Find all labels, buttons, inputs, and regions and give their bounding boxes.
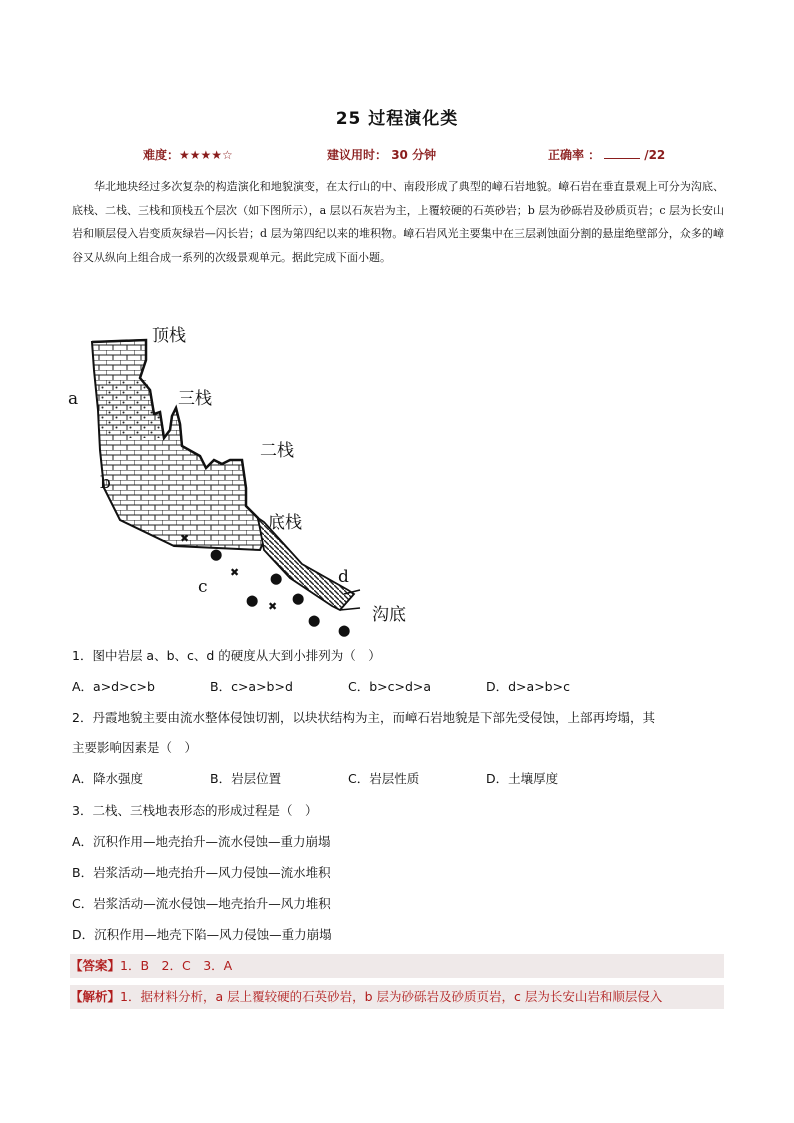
analysis-text: 1．据材料分析，a 层上覆较硬的石英砂岩，b 层为砂砾岩及砂质页岩，c 层为长安山岩和顺层侵入 bbox=[120, 989, 663, 1004]
c-symbol: ⬤ bbox=[308, 614, 321, 627]
page-title: 25 过程演化类 bbox=[335, 109, 459, 129]
answer-tag: 【答案】 bbox=[70, 958, 121, 973]
label-top-terrace: 顶栈 bbox=[152, 326, 186, 346]
c-symbol: ⬤ bbox=[270, 572, 283, 585]
c-symbol: ⬤ bbox=[210, 548, 223, 561]
label-bottom-terrace: 底栈 bbox=[268, 513, 302, 533]
accuracy-blank[interactable] bbox=[604, 147, 640, 159]
answer-row bbox=[70, 954, 724, 978]
suggested-time bbox=[327, 146, 436, 163]
option-d[interactable]: D．d>a>b>c bbox=[486, 679, 570, 694]
time-label: 建议用时： bbox=[327, 148, 388, 162]
label-c: c bbox=[198, 577, 208, 597]
option-c[interactable]: C．b>c>d>a bbox=[348, 679, 432, 694]
c-symbol: ✖ bbox=[268, 600, 278, 613]
cross-section-diagram bbox=[64, 320, 424, 640]
option-a[interactable]: A．沉积作用—地壳抬升—流水侵蚀—重力崩塌 bbox=[72, 834, 331, 849]
answer-text: 1．B 2．C 3．A bbox=[120, 958, 233, 973]
c-symbol: ⬤ bbox=[338, 624, 351, 637]
question-3-stem: 3．二栈、三栈地表形态的形成过程是（ ） bbox=[72, 803, 318, 818]
option-c[interactable]: C．岩浆活动—流水侵蚀—地壳抬升—风力堆积 bbox=[72, 896, 331, 911]
option-a[interactable]: A．a>d>c>b bbox=[72, 679, 155, 694]
c-symbol: ✖ bbox=[180, 532, 190, 545]
option-d[interactable]: D．沉积作用—地壳下陷—风力侵蚀—重力崩塌 bbox=[72, 927, 332, 942]
question-2-stem-line1: 2．丹霞地貌主要由流水整体侵蚀切割，以块状结构为主，而嶂石岩地貌是下部先受侵蚀，上部再垮塌，其 bbox=[72, 710, 655, 725]
option-b[interactable]: B．岩层位置 bbox=[210, 771, 282, 786]
label-d: d bbox=[338, 567, 349, 587]
intro-paragraph: 华北地块经过多次复杂的构造演化和地貌演变，在太行山的中、南段形成了典型的嶂石岩地貌。嶂石岩在垂直景观上可分为沟底、底栈、二栈、三栈和顶栈五个层次（如下图所示），a 层以石灰岩为主，上覆较硬的石英砂岩；b 层为砂砾岩及砂质页岩；c 层为长安山岩和顺层侵入岩变质灰绿岩—闪长岩；d 层为第四纪以来的堆积物。嶂石岩风光主要集中在三层剥蚀面分割的悬崖绝壁部分，众多的嶂谷又从纵向上组合成一系列的次级景观单元。据此完成下面小题。 bbox=[72, 180, 724, 264]
label-a: a bbox=[68, 389, 79, 409]
accuracy-label: 正确率 ： bbox=[548, 148, 601, 162]
difficulty-label: 难度： bbox=[143, 148, 180, 162]
option-b[interactable]: B．岩浆活动—地壳抬升—风力侵蚀—流水堆积 bbox=[72, 865, 331, 880]
label-third-terrace: 三栈 bbox=[178, 389, 212, 409]
c-symbol: ✖ bbox=[230, 566, 240, 579]
accuracy bbox=[548, 146, 665, 163]
question-2-options bbox=[72, 769, 558, 787]
label-valley-floor: 沟底 bbox=[372, 605, 406, 625]
cliff-body bbox=[92, 340, 264, 550]
analysis-row bbox=[70, 985, 724, 1009]
option-c[interactable]: C．岩层性质 bbox=[348, 771, 420, 786]
time-value: 30 分钟 bbox=[391, 148, 437, 162]
c-symbol: ⬤ bbox=[292, 592, 305, 605]
difficulty bbox=[143, 146, 233, 163]
question-2-stem-line2: 主要影响因素是（ ） bbox=[72, 740, 198, 755]
difficulty-stars: ★★★★☆ bbox=[179, 148, 233, 162]
option-b[interactable]: B．c>a>b>d bbox=[210, 679, 293, 694]
accuracy-total: /22 bbox=[644, 148, 666, 162]
analysis-tag: 【解析】 bbox=[70, 989, 121, 1004]
c-symbol: ⬤ bbox=[246, 594, 259, 607]
label-b: b bbox=[100, 473, 111, 493]
label-second-terrace: 二栈 bbox=[260, 441, 294, 461]
question-1-options bbox=[72, 677, 570, 695]
rock-layer-figure bbox=[64, 320, 424, 640]
option-d[interactable]: D．土壤厚度 bbox=[486, 771, 559, 786]
question-1-stem: 1．图中岩层 a、b、c、d 的硬度从大到小排列为（ ） bbox=[72, 648, 381, 663]
option-a[interactable]: A．降水强度 bbox=[72, 771, 144, 786]
